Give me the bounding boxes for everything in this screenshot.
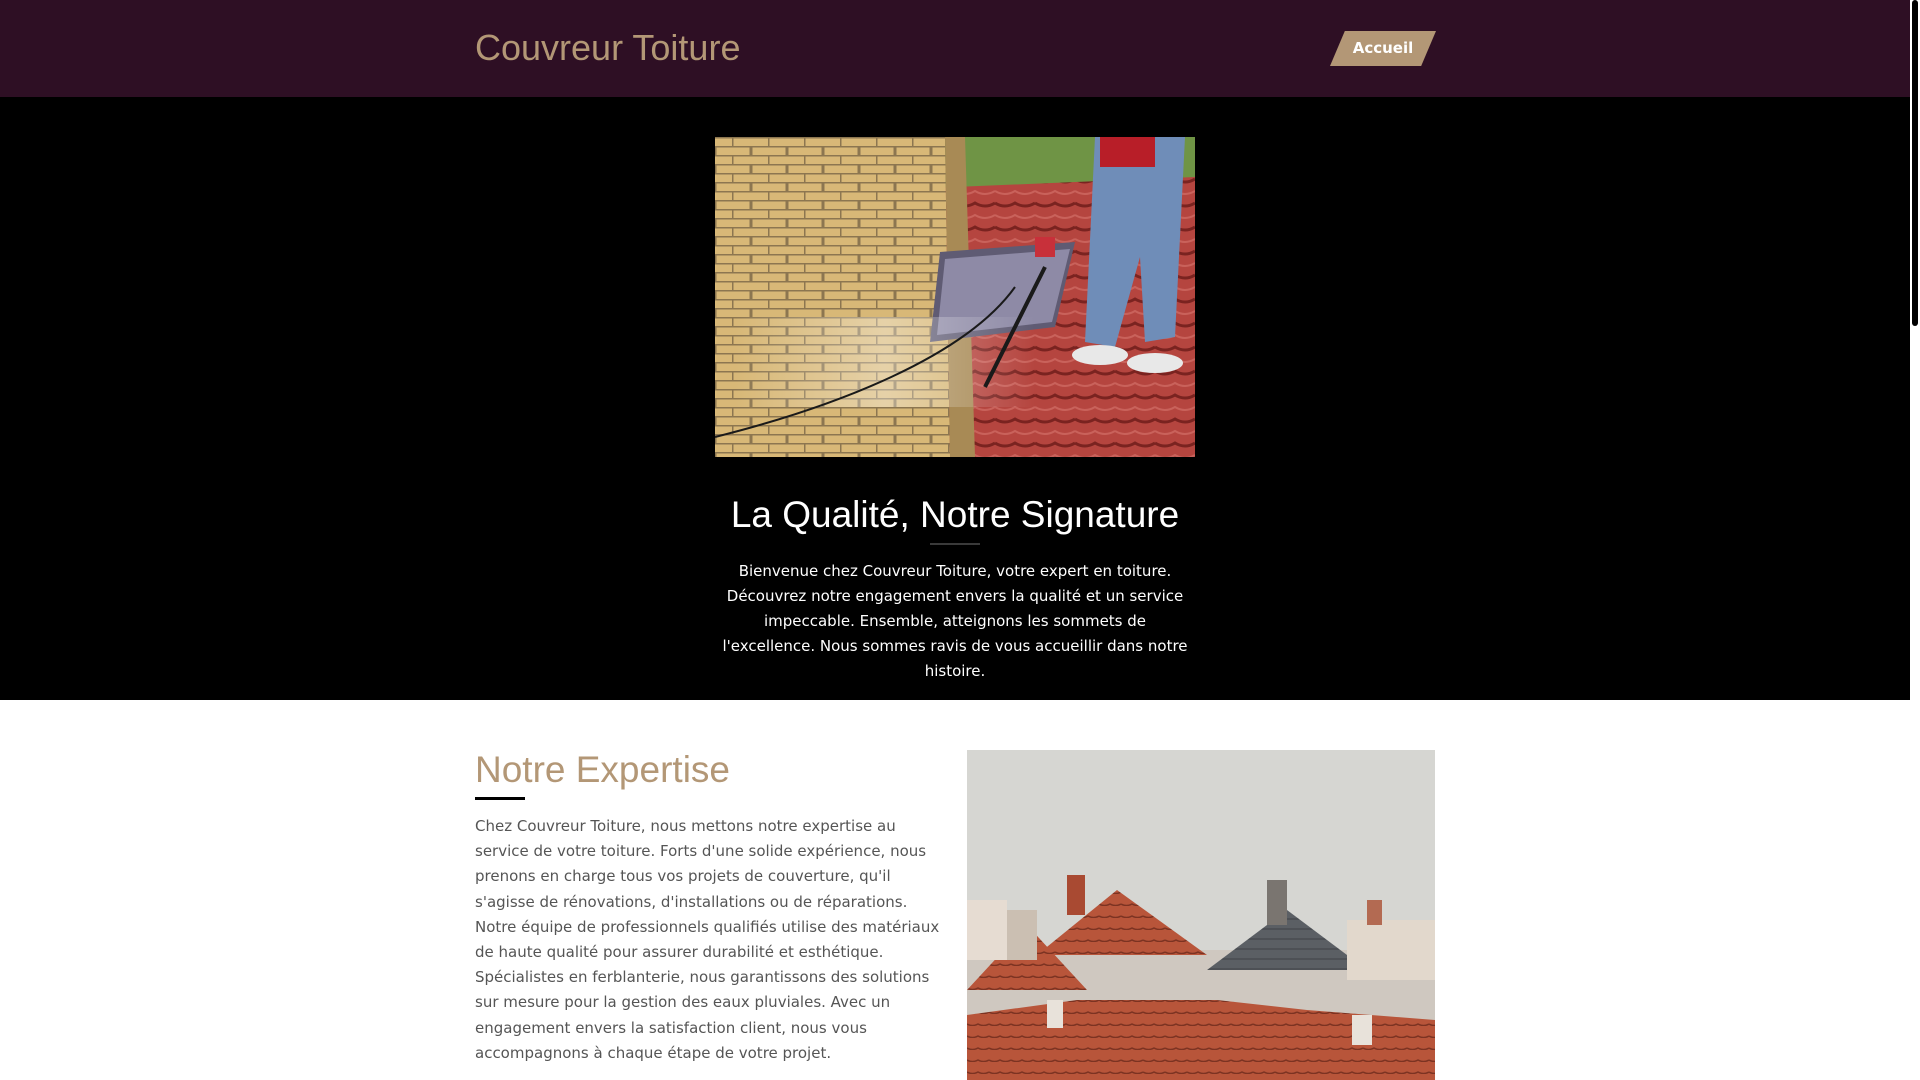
hero-section [0,97,1910,700]
roof-cleaning-photo [715,137,1195,457]
scrollbar-thumb[interactable] [1912,0,1918,326]
nav-item-accueil[interactable] [1330,31,1436,66]
expertise-text: Chez Couvreur Toiture, nous mettons notre expertise au service de votre toiture. Forts d'une solide expérience, nous prenons en charge tous vos projets de couverture, qu'il s'agisse de rénovations, d'installations ou de réparations. Notre équipe de professionnels qualifiés utilise des matériaux de haute qualité pour assurer durabilité et esthétique. Spécialistes en ferblanterie, nous garantissons des solutions sur mesure pour la gestion des eaux pluviales. Avec un engagement envers la satisfaction client, nous vous accompagnons à chaque étape de votre projet. [475,817,940,1062]
nav-item-label: Accueil [1352,39,1414,57]
scrollbar[interactable] [1910,0,1920,1080]
hero-divider [930,543,980,545]
site-title[interactable]: Couvreur Toiture [475,27,741,68]
expertise-divider [475,797,525,800]
hero-heading: La Qualité, Notre Signature [730,494,1180,535]
site-header [0,0,1910,97]
hero-text: Bienvenue chez Couvreur Toiture, votre expert en toiture. Découvrez notre engagement envers la qualité et un service impeccable. Ensemble, atteignons les sommets de l'excellence. Nous sommes ravis de vous accueillir dans notre histoire. [722,562,1188,680]
expertise-heading: Notre Expertise [475,749,730,790]
rooftops-photo [967,750,1435,1080]
